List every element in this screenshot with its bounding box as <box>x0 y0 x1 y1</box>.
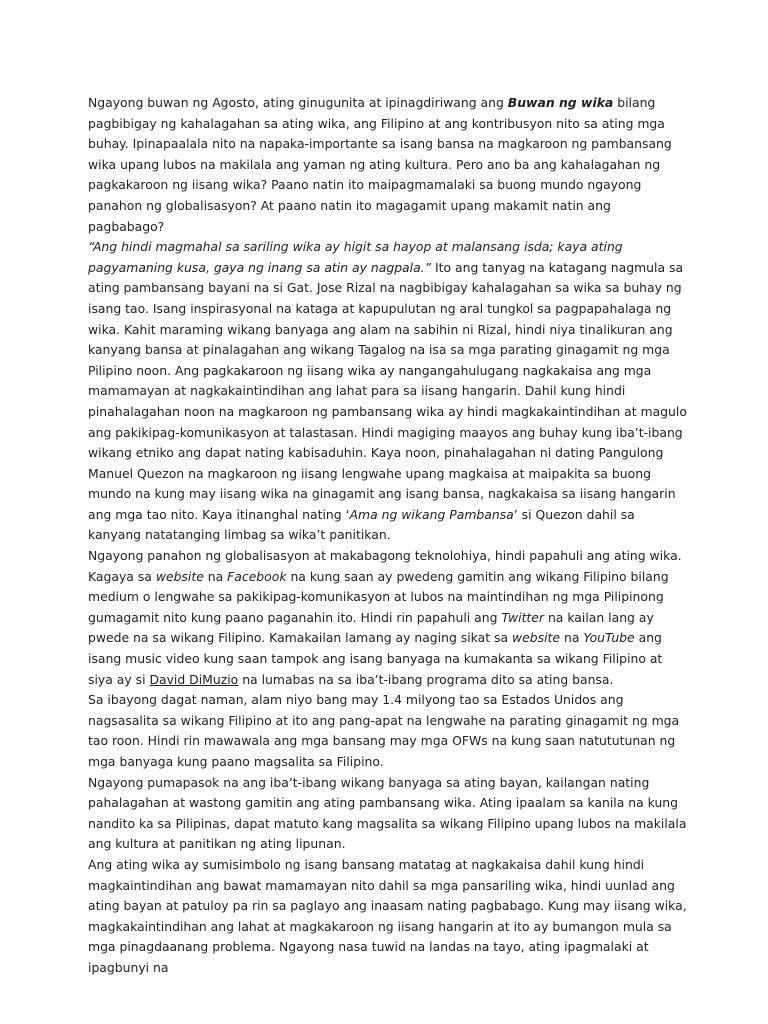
text-segment: Buwan ng wika <box>507 95 614 110</box>
paragraph-p3 <box>88 546 688 690</box>
text-segment: na kailan lang ay pwede na sa wikang Filipino. Kamakailan lamang ay naging sikat sa <box>88 609 654 646</box>
text-segment: Ngayong panahon ng globalisasyon at makabagong teknolohiya, hindi papahuli ang ating wika. Kagaya sa <box>88 548 682 584</box>
text-segment: na kung saan ay pwedeng gamitin ang wikang Filipino bilang medium o lengwahe sa pakikipag-komunikasyon at lubos na maintindihan ng mga Pilipinong gumagamit nito kung paano paganahin ito. Hindi rin papahuli ang <box>88 568 669 625</box>
text-segment: na <box>203 568 228 584</box>
text-segment: Facebook <box>227 568 287 584</box>
paragraph-p1 <box>88 93 688 237</box>
text-segment: bilang pagbibigay ng kahalagahan sa ating wika, ang Filipino at ang kontribusyon nito sa ating mga buhay. Ipinapaalala nito na napaka-importante sa isang bansa na magkaroon ng pambansang wika upang lubos na makilala ang yaman ng ating kultura. Pero ano ba ang kahalagahan ng pagkakaroon ng iisang wika? Paano natin ito maipagmamalaki sa buong mundo ngayong panahon ng globalisasyon? At paano natin ito magagamit upang makamit natin ang pagbabago? <box>88 95 672 234</box>
paragraph-p5 <box>88 773 688 855</box>
text-segment: Twitter <box>501 609 545 625</box>
text-segment: na lumabas na sa iba’t-ibang programa dito sa ating bansa. <box>238 671 614 687</box>
document-body <box>88 93 688 979</box>
text-segment: Ang ating wika ay sumisimbolo ng isang bansang matatag at nagkakaisa dahil kung hindi magkaintindihan ang bawat mamamayan nito dahil sa mga pansariling wika, hindi uunlad ang ating bayan at patuloy pa rin sa paglayo ang inaasam nating pagbabago. Kung may iisang wika, magkakaintindihan ang lahat at magkakaroon ng iisang hangarin at ito ay bumangon mula sa mga pinagdaanang problema. Ngayong nasa tuwid na landas na tayo, ating ipagmalaki at ipagbunyi na <box>88 856 687 975</box>
text-segment: ang isang music video kung saan tampok ang isang banyaga na kumakanta sa wikang Filipino at siya ay si <box>88 630 663 687</box>
text-segment: David DiMuzio <box>149 671 239 687</box>
text-segment: Ngayong pumapasok na ang iba’t-ibang wikang banyaga sa ating bayan, kailangan nating pahalagahan at wastong gamitin ang ating pambansang wika. Ating ipaalam sa kanila na kung nandito ka sa Pilipinas, dapat matuto kang magsalita sa wikang Filipino upang lubos na makilala ang kultura at panitikan ng ating lipunan. <box>88 774 687 852</box>
text-segment: na <box>560 630 584 646</box>
text-segment: Ito ang tanyag na katagang nagmula sa ating pambansang bayani na si Gat. Jose Rizal na nagbibigay kahalagahan sa wika sa buhay ng isang tao. Isang inspirasyonal na kataga at kapupulutan ng aral tungkol sa pagpapahalaga ng wika. Kahit maraming wikang banyaga ang alam na sabihin ni Rizal, hindi niya tinalikuran ang kanyang bansa at pinalagahan ang wikang Tagalog na isa sa mga parating ginagamit ng mga Pilipino noon. Ang pagkakaroon ng iisang wika ay nangangahulugang nagkakaisa ang mga mamamayan at nagkakaintindihan ang lahat para sa iisang hangarin. Dahil kung hindi pinahalagahan noon na magkaroon ng pambansang wika ay hindi magkakaintindihan at magulo ang pakikipag-komunikasyon at talastasan. Hindi magiging maayos ang buhay kung iba’t-ibang wikang etniko ang dapat nating kabisaduhin. Kaya noon, pinahalagahan ni dating Pangulong Manuel Quezon na magkaroon ng iisang lengwahe upang magkaisa at maipakita sa buong mundo na kung may iisang wika na ginagamit ang isang bansa, nagkakaisa sa iisang hangarin ang mga tao nito. Kaya itinanghal nating ‘ <box>88 259 687 522</box>
text-segment: ’ si Quezon dahil sa kanyang natatanging limbag sa wika’t panitikan. <box>88 506 635 543</box>
text-segment: Sa ibayong dagat naman, alam niyo bang may 1.4 milyong tao sa Estados Unidos ang nagsasalita sa wikang Filipino at ito ang pang-apat na lengwahe na parating ginagamit ng mga tao roon. Hindi rin mawawala ang mga bansang may mga OFWs na kung saan natututunan ng mga banyaga kung paano magsalita sa Filipino. <box>88 692 680 769</box>
text-segment: website <box>512 630 561 646</box>
paragraph-p2 <box>88 237 688 546</box>
text-segment: website <box>155 568 204 584</box>
text-segment: YouTube <box>583 630 635 646</box>
paragraph-p6 <box>88 855 688 979</box>
text-segment: Ama ng wikang Pambansa <box>349 506 514 522</box>
text-segment: “Ang hindi magmahal sa sariling wika ay higit sa hayop at malansang isda; kaya ating pagyamaning kusa, gaya ng inang sa atin ay nagpala.” <box>88 239 623 275</box>
paragraph-p4 <box>88 690 688 772</box>
text-segment: Ngayong buwan ng Agosto, ating ginugunita at ipinagdiriwang ang <box>88 95 508 110</box>
